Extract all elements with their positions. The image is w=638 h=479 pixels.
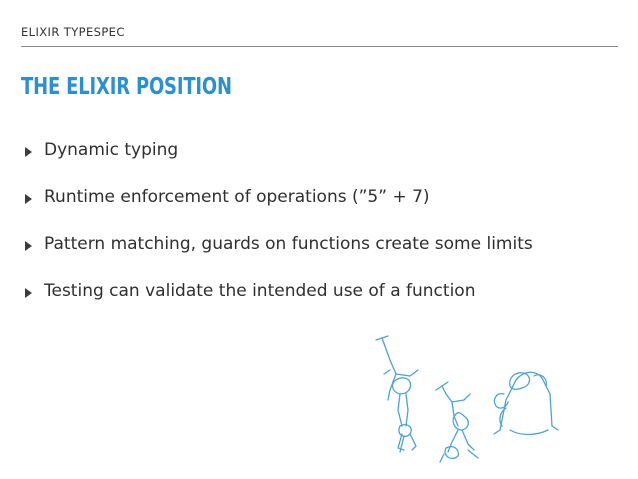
list-item bbox=[25, 281, 533, 328]
slide-title: THE ELIXIR POSITION bbox=[21, 74, 232, 100]
header-divider bbox=[21, 46, 618, 47]
list-item bbox=[25, 234, 533, 281]
bullet-list bbox=[25, 140, 533, 328]
acrobat-figure-3 bbox=[494, 372, 558, 434]
triangle-bullet-icon bbox=[25, 288, 32, 298]
section-header: ELIXIR TYPESPEC bbox=[21, 25, 125, 39]
acrobat-sketch-illustration bbox=[360, 330, 560, 470]
list-item bbox=[25, 187, 533, 234]
acrobat-figure-2 bbox=[436, 382, 478, 462]
triangle-bullet-icon bbox=[25, 194, 32, 204]
triangle-bullet-icon bbox=[25, 147, 32, 157]
bullet-text: Runtime enforcement of operations (”5” + 7) bbox=[44, 187, 430, 207]
list-item bbox=[25, 140, 533, 187]
bullet-text: Pattern matching, guards on functions create some limits bbox=[44, 234, 533, 254]
bullet-text: Dynamic typing bbox=[44, 140, 179, 160]
triangle-bullet-icon bbox=[25, 241, 32, 251]
bullet-text: Testing can validate the intended use of a function bbox=[44, 281, 476, 301]
acrobat-figure-1 bbox=[376, 336, 418, 452]
